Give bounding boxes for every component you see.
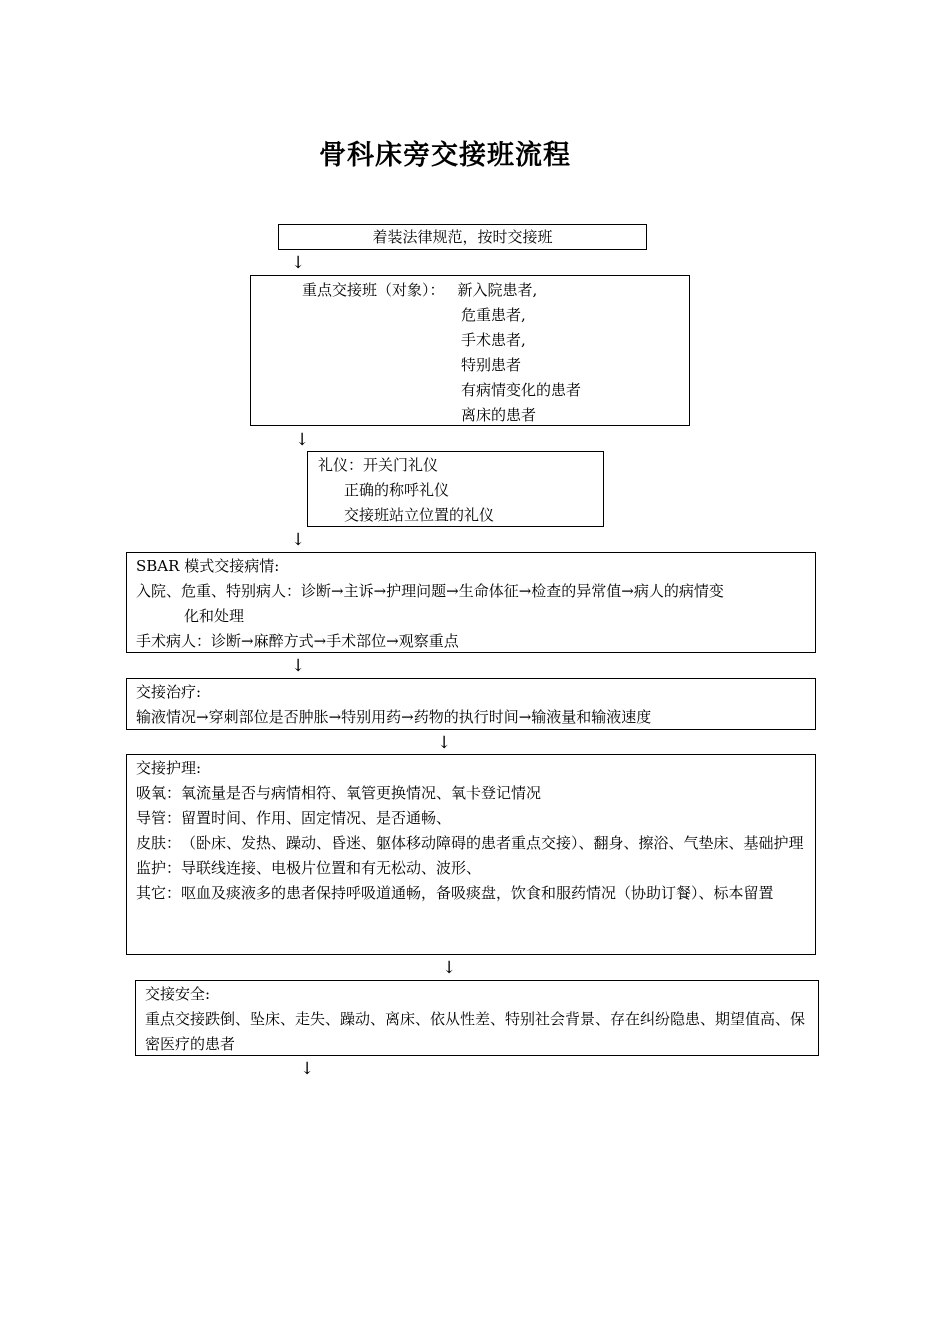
flow-arrow-3: ↓: [291, 530, 306, 550]
treatment-text: 输液情况→穿刺部位是否肿胀→特别用药→药物的执行时间→输液量和输液速度: [136, 708, 652, 726]
sbar-row1-label: 入院、危重、特别病人：: [136, 582, 302, 600]
handover-targets-box: [250, 275, 690, 426]
etiquette-label: 礼仪：: [318, 456, 364, 474]
dress-code-text: 着装法律规范，按时交接班: [372, 228, 553, 246]
flow-arrow-5: ↓: [437, 733, 452, 753]
flow-arrow-4: ↓: [291, 656, 306, 676]
handover-targets-label: 重点交接班（对象）：: [302, 281, 445, 299]
nursing-row-text: 留置时间、作用、固定情况、是否通畅、: [181, 809, 452, 827]
sbar-row1-text-cont: 化和处理: [184, 607, 245, 625]
nursing-row: [136, 806, 807, 831]
target-item: 特别患者: [461, 356, 522, 374]
nursing-row: [136, 856, 807, 881]
nursing-row-label: 其它：: [136, 884, 182, 902]
nursing-heading: 交接护理:: [136, 759, 202, 777]
nursing-row: [136, 831, 807, 856]
page-title: 骨科床旁交接班流程: [319, 140, 571, 171]
nursing-row-label: 吸氧：: [136, 784, 182, 802]
etiquette-box: [307, 451, 604, 527]
nursing-row-label: 导管：: [136, 809, 182, 827]
target-item: 危重患者,: [461, 306, 526, 324]
nursing-row-text: 氧流量是否与病情相符、氧管更换情况、氧卡登记情况: [181, 784, 542, 802]
target-item: 离床的患者: [461, 406, 537, 424]
nursing-row-text: （卧床、发热、躁动、昏迷、躯体移动障碍的患者重点交接）、翻身、擦浴、气垫床、基础护理: [181, 834, 804, 852]
sbar-box: [126, 552, 816, 653]
nursing-row-label: 监护：: [136, 859, 182, 877]
flow-arrow-7: ↓: [300, 1059, 315, 1079]
sbar-row1-text: 诊断→主诉→护理问题→生命体征→检查的异常值→病人的病情变: [301, 582, 724, 600]
dress-code-box: [278, 224, 647, 250]
treatment-box: [126, 678, 816, 730]
target-item: 手术患者,: [461, 331, 526, 349]
nursing-row-label: 皮肤：: [136, 834, 182, 852]
flow-arrow-1: ↓: [291, 253, 306, 273]
etiquette-item: 交接班站立位置的礼仪: [344, 506, 495, 524]
safety-heading: 交接安全:: [145, 985, 211, 1003]
safety-text: 重点交接跌倒、坠床、走失、躁动、离床、依从性差、特别社会背景、存在纠纷隐患、期望值高、保密医疗的患者: [145, 1010, 806, 1053]
nursing-row-text: 呕血及痰液多的患者保持呼吸道通畅，备吸痰盘，饮食和服药情况（协助订餐）、标本留置: [181, 884, 774, 902]
nursing-row-text: 导联线连接、电极片位置和有无松动、波形、: [181, 859, 482, 877]
flow-arrow-6: ↓: [442, 958, 457, 978]
target-item: 新入院患者,: [457, 281, 538, 299]
nursing-box: [126, 754, 816, 955]
etiquette-item: 开关门礼仪: [363, 456, 439, 474]
flow-arrow-2: ↓: [295, 430, 310, 450]
nursing-row: [136, 781, 807, 806]
sbar-row2: 手术病人：诊断→麻醉方式→手术部位→观察重点: [136, 632, 459, 650]
nursing-row: [136, 881, 807, 906]
etiquette-item: 正确的称呼礼仪: [344, 481, 450, 499]
target-item: 有病情变化的患者: [461, 381, 582, 399]
safety-box: [135, 980, 819, 1056]
sbar-heading: SBAR 模式交接病情:: [136, 557, 280, 575]
treatment-heading: 交接治疗:: [136, 683, 202, 701]
